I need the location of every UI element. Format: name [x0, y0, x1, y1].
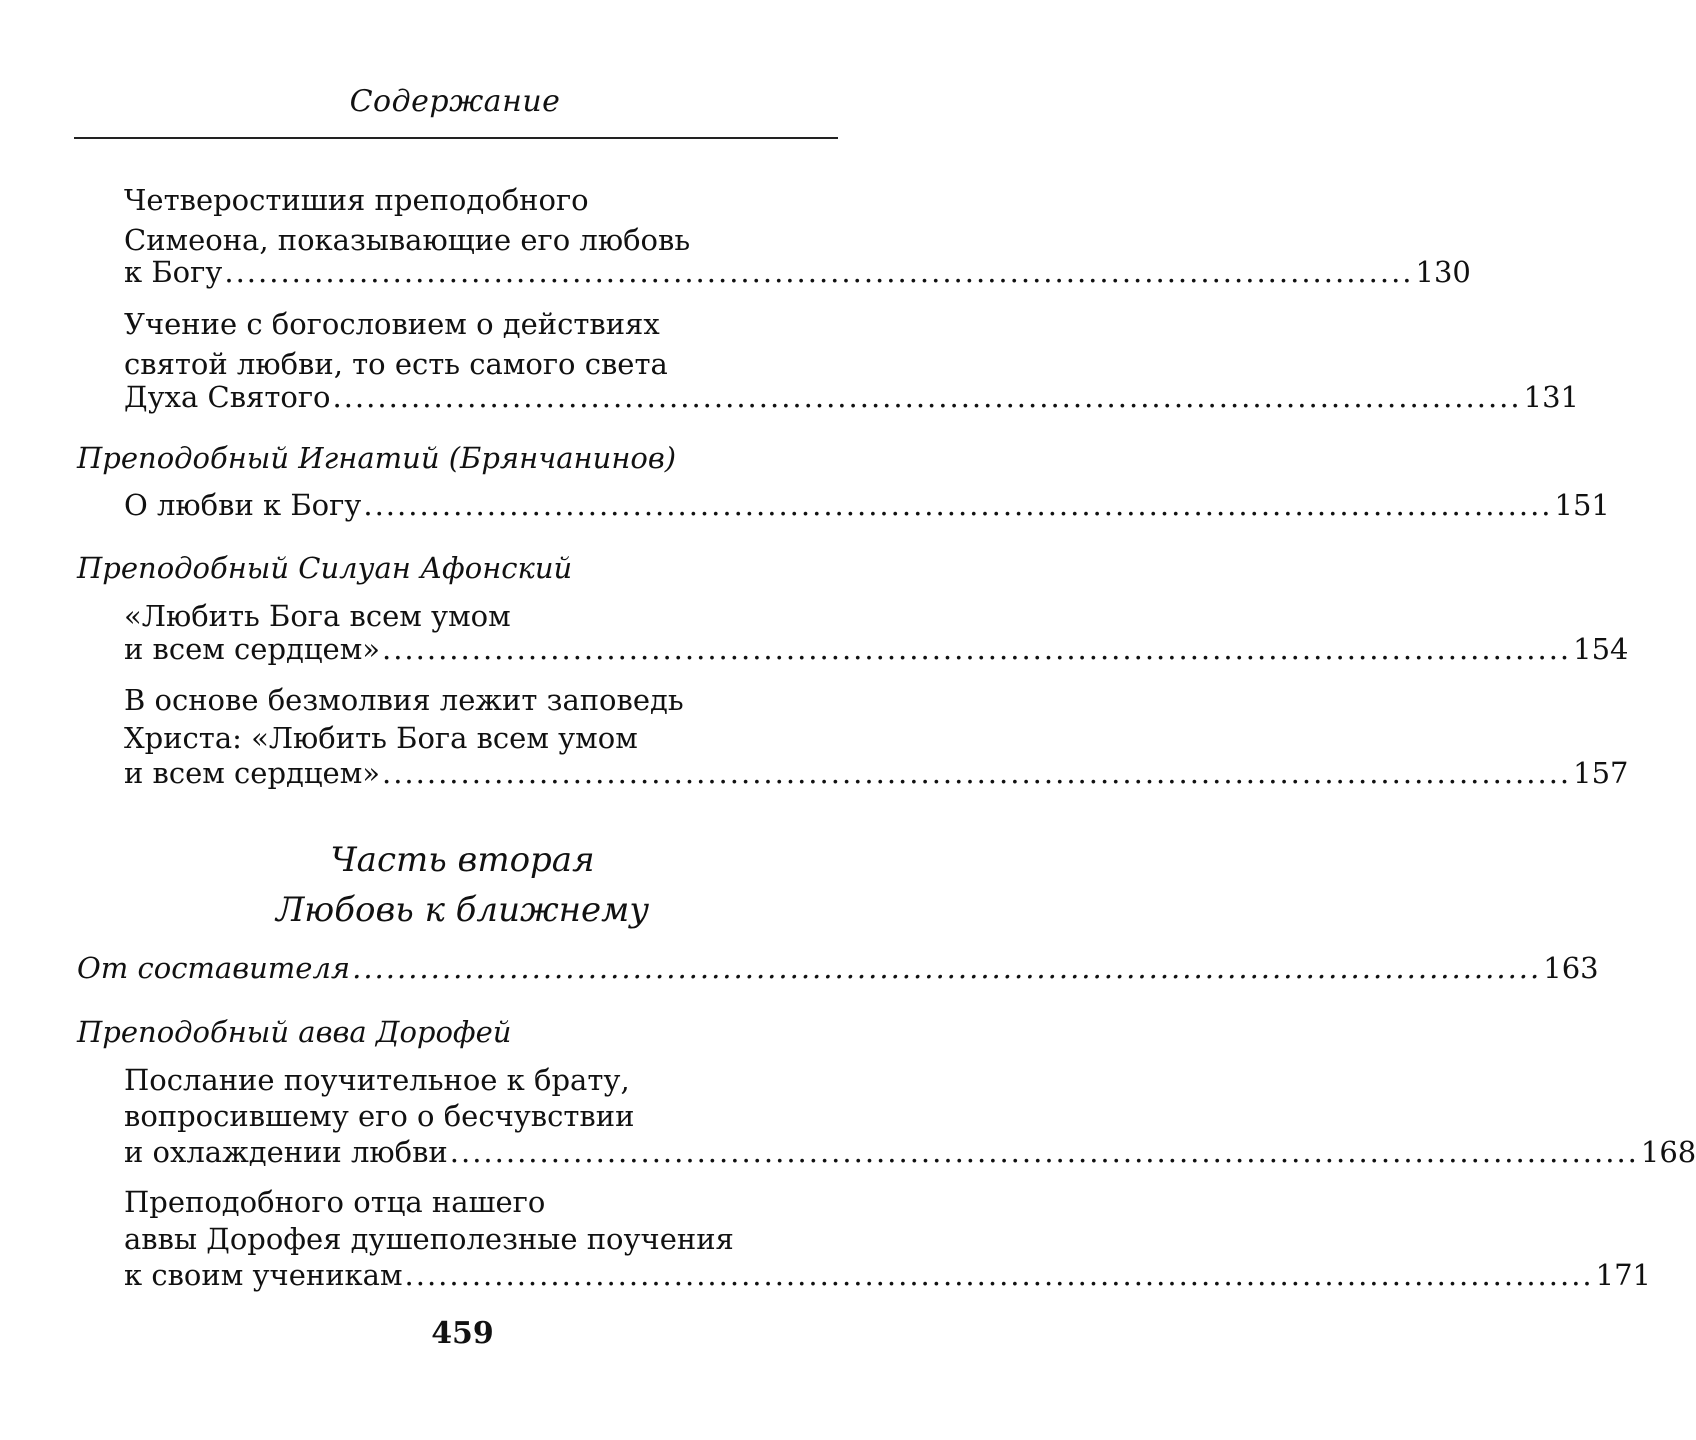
dot-leader: ..........................................................................................................	[363, 488, 1553, 522]
toc-page-number: 131	[1523, 380, 1579, 414]
toc-entry-text: и охлаждении любви	[124, 1135, 448, 1169]
toc-page-number: 130	[1415, 255, 1471, 289]
part-title: Часть вторая	[330, 840, 595, 880]
toc-author-heading: Преподобный Силуан Афонский	[77, 551, 573, 585]
dot-leader: ..........................................................................................................	[382, 632, 1572, 666]
toc-entry-text: В основе безмолвия лежит заповедь	[124, 683, 684, 717]
toc-entry-text: От составителя	[77, 951, 351, 985]
toc-entry-text: Учение с богословием о действиях	[124, 307, 660, 341]
toc-entry-last-line	[124, 483, 1610, 527]
dot-leader: ..........................................................................................................	[332, 380, 1522, 414]
dot-leader: ..........................................................................................................	[382, 756, 1572, 790]
toc-entry-text: и всем сердцем»	[124, 632, 380, 666]
toc-page-number: 154	[1573, 632, 1629, 666]
toc-entry-text: святой любви, то есть самого света	[124, 347, 668, 381]
toc-entry-text: Духа Святого	[124, 380, 331, 414]
toc-entry-text: Преподобного отца нашего	[124, 1185, 546, 1219]
toc-entry-text: Христа: «Любить Бога всем умом	[124, 721, 638, 755]
toc-page-number: 171	[1595, 1258, 1652, 1292]
part-subtitle: Любовь к ближнему	[275, 890, 650, 930]
toc-entry-last-line	[124, 375, 1579, 419]
toc-entry-text: аввы Дорофея душеполезные поучения	[124, 1222, 734, 1256]
toc-entry-text: О любви к Богу	[124, 488, 362, 522]
toc-entry-text: вопросившему его о бесчувствии	[124, 1099, 635, 1133]
toc-entry-text: к своим ученикам	[124, 1258, 403, 1292]
dot-leader: ..........................................................................................................	[449, 1135, 1639, 1169]
toc-page-number: 163	[1543, 951, 1599, 985]
toc-author-heading: Преподобный авва Дорофей	[77, 1015, 512, 1049]
toc-author-heading: Преподобный Игнатий (Брянчанинов)	[77, 441, 677, 475]
toc-page-number: 157	[1573, 756, 1629, 790]
dot-leader: ..........................................................................................................	[404, 1258, 1594, 1292]
toc-compiler-line	[77, 946, 1599, 990]
dot-leader: ..........................................................................................................	[224, 255, 1414, 289]
toc-entry-text: Послание поучительное к брату,	[124, 1063, 630, 1097]
toc-entry-text: и всем сердцем»	[124, 756, 380, 790]
toc-page-number: 151	[1554, 488, 1610, 522]
toc-entry-text: Четверостишия преподобного	[124, 183, 589, 217]
header-rule	[74, 137, 838, 139]
toc-entry-text: «Любить Бога всем умом	[124, 599, 511, 633]
page-number: 459	[431, 1316, 494, 1351]
toc-page-number: 168	[1640, 1135, 1696, 1169]
toc-entry-text: к Богу	[124, 255, 223, 289]
toc-entry-last-line	[124, 250, 1471, 294]
toc-entry-last-line	[124, 751, 1629, 795]
toc-entry-last-line	[124, 1130, 1696, 1174]
toc-entry-last-line	[124, 1253, 1652, 1297]
running-head: Содержание	[349, 84, 561, 119]
dot-leader: ..........................................................................................................	[352, 951, 1542, 985]
toc-entry-text: Симеона, показывающие его любовь	[124, 223, 691, 257]
toc-entry-last-line	[124, 627, 1629, 671]
